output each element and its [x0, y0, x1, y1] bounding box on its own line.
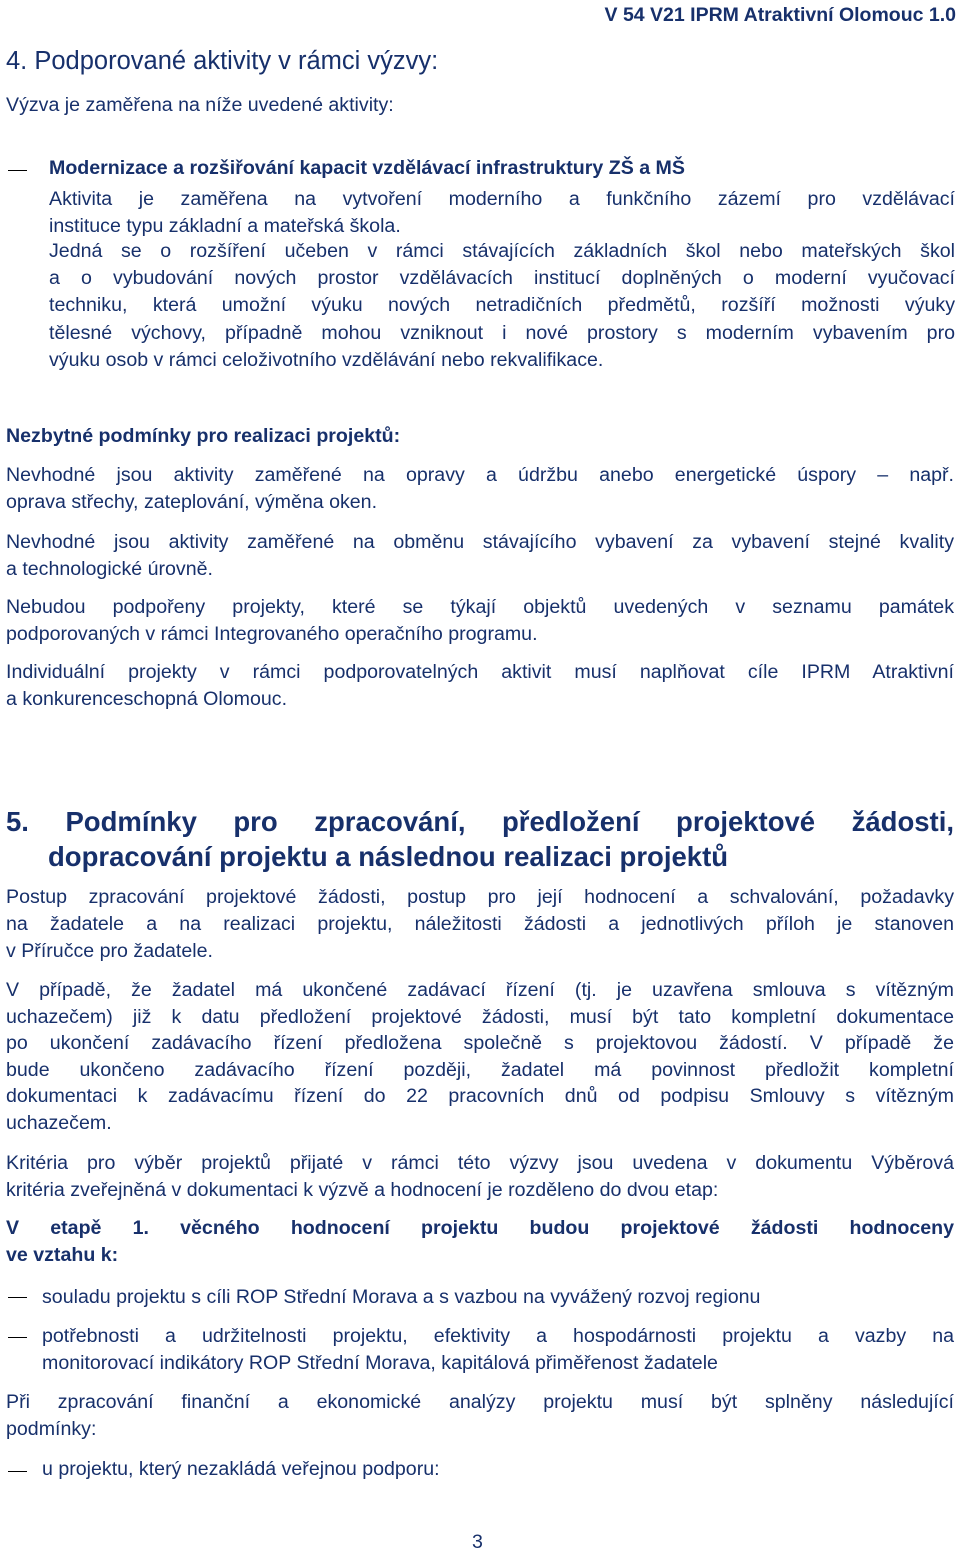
text-line: v Příručce pro žadatele. — [6, 940, 213, 962]
section-4-intro: Výzva je zaměřena na níže uvedené aktivity: — [6, 94, 394, 116]
text-line: podporovaných v rámci Integrovaného operačního programu. — [6, 623, 538, 645]
text-line: po ukončení zadávacího řízení předložena společně s projektovou žádostí. V případě že — [6, 1032, 954, 1055]
list-item — [42, 1284, 954, 1311]
text-line: tělesné výchovy, případně mohou vzniknout i nové prostory s moderním vybavením pro — [49, 321, 955, 344]
list-item — [42, 1323, 954, 1377]
section-5-paragraph-4 — [6, 1389, 954, 1443]
text-line: techniku, která umožní výuku nových netradičních předmětů, rozšíří možnosti výuky — [49, 294, 955, 317]
text-line: V případě, že žadatel má ukončené zadávací řízení (tj. je uzavřena smlouva s vítězným — [6, 979, 954, 1001]
section-5-heading — [6, 804, 954, 874]
list-dash-icon — [8, 1337, 27, 1338]
text-line: monitorovací indikátory ROP Střední Morava, kapitálová přiměřenost žadatele — [42, 1352, 718, 1374]
text-line: souladu projektu s cíli ROP Střední Morava a s vazbou na vyvážený rozvoj regionu — [42, 1286, 761, 1308]
item-title: Modernizace a rozšiřování kapacit vzdělávací infrastruktury ZŠ a MŠ — [49, 157, 685, 179]
list-dash-icon — [8, 170, 27, 171]
text-line: a o vybudování nových prostor vzdělávacích institucí doplněných o moderní vyučovací — [49, 267, 955, 290]
text-line: instituce typu základní a mateřská škola. — [49, 215, 401, 237]
text-line: na žadatele a na realizaci projektu, náležitosti žádosti a jednotlivých příloh je stanoven — [6, 913, 954, 935]
list-dash-icon — [8, 1297, 27, 1298]
conditions-heading: Nezbytné podmínky pro realizaci projektů: — [6, 425, 401, 447]
section-4-heading: 4. Podporované aktivity v rámci výzvy: — [6, 47, 439, 75]
text-line: bude ukončeno zadávacího řízení později, žadatel má povinnost předložit kompletní — [6, 1058, 954, 1081]
text-line: uchazečem. — [6, 1111, 112, 1134]
text-line: kritéria zveřejněná v dokumentaci k výzvě a hodnocení je rozděleno do dvou etap: — [6, 1179, 719, 1201]
text-line: potřebnosti a udržitelnosti projektu, efektivity a hospodárnosti projektu a vazby na — [42, 1325, 954, 1347]
text-line: a technologické úrovně. — [6, 558, 213, 580]
section-5-paragraph-3 — [6, 1150, 954, 1204]
item-description — [49, 186, 955, 240]
text-line: Kritéria pro výběr projektů přijaté v rámci této výzvy jsou uvedena v dokumentu Výběrová — [6, 1152, 954, 1174]
stage-1-heading — [6, 1215, 954, 1269]
text-line: Nevhodné jsou aktivity zaměřené na opravy a údržbu anebo energetické úspory – např. — [6, 464, 954, 486]
text-line: Jedná se o rozšíření učeben v rámci stávajících základních škol nebo mateřských škol — [49, 240, 955, 262]
page-number: 3 — [472, 1531, 483, 1553]
text-line: Nevhodné jsou aktivity zaměřené na obměnu stávajícího vybavení za vybavení stejné kvality — [6, 531, 954, 553]
text-line: V etapě 1. věcného hodnocení projektu budou projektové žádosti hodnoceny — [6, 1217, 954, 1239]
document-id: V 54 V21 IPRM Atraktivní Olomouc 1.0 — [604, 4, 956, 26]
item-detail — [49, 238, 955, 374]
text-line: Postup zpracování projektové žádosti, postup pro její hodnocení a schvalování, požadavky — [6, 886, 954, 908]
section-5-paragraph-1 — [6, 884, 954, 965]
heading-line: dopracování projektu a následnou realizaci projektů — [48, 841, 729, 872]
list-item: u projektu, který nezakládá veřejnou podporu: — [42, 1458, 440, 1480]
text-line: výuku osob v rámci celoživotního vzdělávání nebo rekvalifikace. — [49, 348, 604, 371]
condition-3 — [6, 594, 954, 648]
condition-2 — [6, 529, 954, 583]
heading-line: 5. Podmínky pro zpracování, předložení projektové žádosti, — [6, 806, 954, 837]
condition-1 — [6, 462, 954, 516]
section-5-paragraph-2 — [6, 977, 954, 1137]
text-line: ve vztahu k: — [6, 1244, 119, 1266]
text-line: a konkurenceschopná Olomouc. — [6, 688, 288, 710]
text-line: Nebudou podpořeny projekty, které se týkají objektů uvedených v seznamu památek — [6, 596, 954, 618]
text-line: Aktivita je zaměřena na vytvoření moderního a funkčního zázemí pro vzdělávací — [49, 188, 955, 210]
text-line: uchazečem) již k datu předložení projektové žádosti, musí být tato kompletní dokumentace — [6, 1005, 954, 1028]
list-dash-icon — [8, 1471, 27, 1472]
text-line: podmínky: — [6, 1418, 97, 1440]
text-line: Individuální projekty v rámci podporovatelných aktivit musí naplňovat cíle IPRM Atraktivní — [6, 661, 954, 683]
text-line: oprava střechy, zateplování, výměna oken. — [6, 491, 378, 513]
condition-4 — [6, 659, 954, 713]
text-line: dokumentaci k zadávacímu řízení do 22 pracovních dnů od podpisu Smlouvy s vítězným — [6, 1085, 954, 1108]
text-line: Při zpracování finanční a ekonomické analýzy projektu musí být splněny následující — [6, 1391, 954, 1413]
